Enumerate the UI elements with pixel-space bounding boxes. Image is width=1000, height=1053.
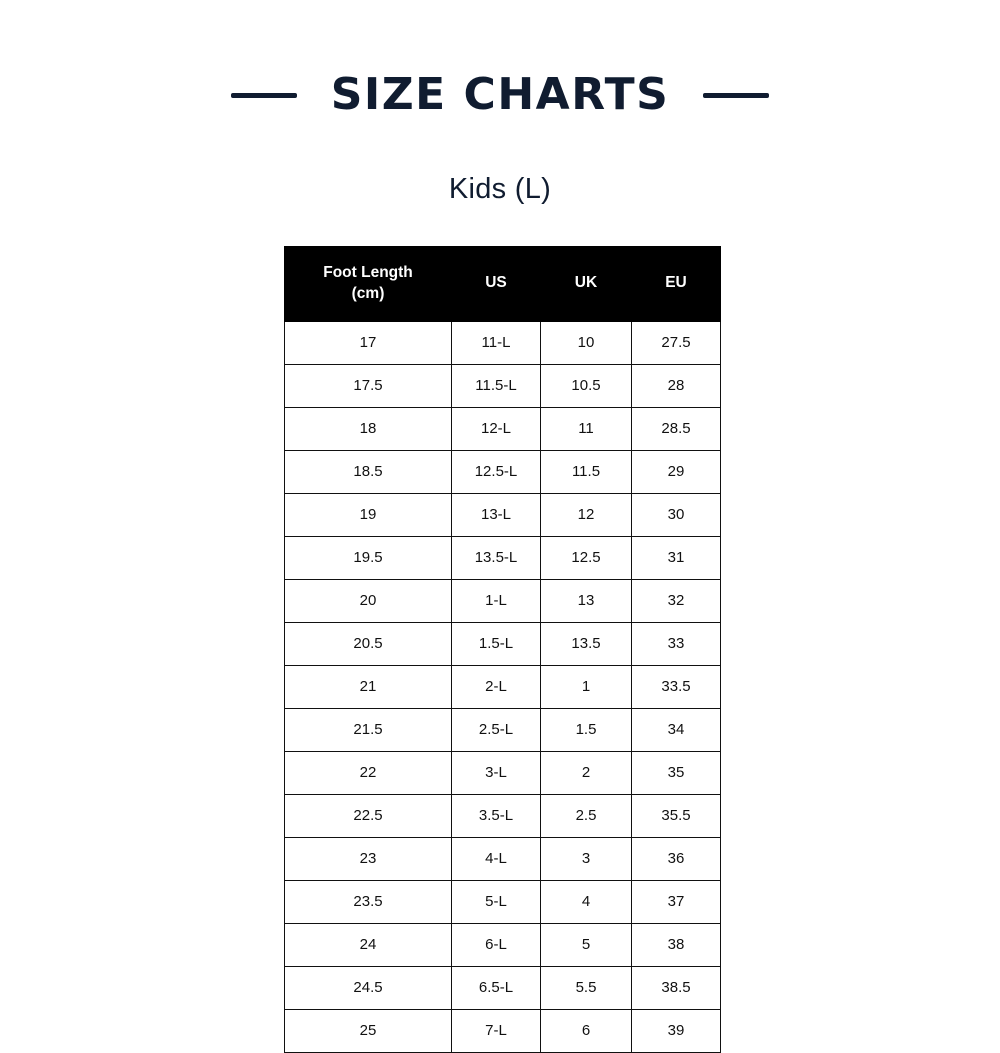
table-cell: 7-L bbox=[452, 1009, 541, 1052]
table-cell: 23 bbox=[285, 837, 452, 880]
table-cell: 1-L bbox=[452, 579, 541, 622]
table-cell: 31 bbox=[632, 536, 721, 579]
table-cell: 19 bbox=[285, 493, 452, 536]
table-cell: 32 bbox=[632, 579, 721, 622]
table-cell: 2 bbox=[541, 751, 632, 794]
table-cell: 18.5 bbox=[285, 450, 452, 493]
table-cell: 20.5 bbox=[285, 622, 452, 665]
column-header-foot-length-line2: (cm) bbox=[351, 284, 385, 302]
table-row bbox=[285, 407, 721, 450]
table-cell: 12.5-L bbox=[452, 450, 541, 493]
table-cell: 22 bbox=[285, 751, 452, 794]
table-row bbox=[285, 751, 721, 794]
table-cell: 24.5 bbox=[285, 966, 452, 1009]
table-cell: 23.5 bbox=[285, 880, 452, 923]
table-cell: 28.5 bbox=[632, 407, 721, 450]
table-cell: 1.5-L bbox=[452, 622, 541, 665]
table-cell: 11-L bbox=[452, 321, 541, 364]
table-row bbox=[285, 837, 721, 880]
table-cell: 6-L bbox=[452, 923, 541, 966]
table-cell: 33.5 bbox=[632, 665, 721, 708]
table-cell: 13.5-L bbox=[452, 536, 541, 579]
table-cell: 22.5 bbox=[285, 794, 452, 837]
table-cell: 36 bbox=[632, 837, 721, 880]
size-table-wrapper bbox=[284, 246, 716, 1053]
table-cell: 28 bbox=[632, 364, 721, 407]
table-cell: 2.5 bbox=[541, 794, 632, 837]
table-cell: 3-L bbox=[452, 751, 541, 794]
column-header-us: US bbox=[452, 246, 541, 321]
table-cell: 11.5-L bbox=[452, 364, 541, 407]
table-cell: 38 bbox=[632, 923, 721, 966]
table-row bbox=[285, 321, 721, 364]
table-cell: 12-L bbox=[452, 407, 541, 450]
size-table-head bbox=[285, 246, 721, 321]
table-cell: 27.5 bbox=[632, 321, 721, 364]
table-cell: 3.5-L bbox=[452, 794, 541, 837]
table-cell: 13 bbox=[541, 579, 632, 622]
page-subtitle: Kids (L) bbox=[448, 172, 552, 205]
table-cell: 30 bbox=[632, 493, 721, 536]
table-cell: 11.5 bbox=[541, 450, 632, 493]
table-cell: 21.5 bbox=[285, 708, 452, 751]
table-row bbox=[285, 880, 721, 923]
table-cell: 13-L bbox=[452, 493, 541, 536]
table-cell: 1 bbox=[541, 665, 632, 708]
size-table-body bbox=[285, 321, 721, 1052]
table-cell: 5.5 bbox=[541, 966, 632, 1009]
table-cell: 11 bbox=[541, 407, 632, 450]
table-cell: 35.5 bbox=[632, 794, 721, 837]
table-cell: 13.5 bbox=[541, 622, 632, 665]
table-cell: 17 bbox=[285, 321, 452, 364]
table-cell: 29 bbox=[632, 450, 721, 493]
table-cell: 4-L bbox=[452, 837, 541, 880]
title-rule-right bbox=[703, 93, 769, 98]
table-cell: 10 bbox=[541, 321, 632, 364]
table-cell: 39 bbox=[632, 1009, 721, 1052]
column-header-foot-length-line1: Foot Length bbox=[323, 264, 413, 282]
column-header-eu: EU bbox=[632, 246, 721, 321]
table-cell: 25 bbox=[285, 1009, 452, 1052]
table-row bbox=[285, 364, 721, 407]
table-header-row bbox=[285, 246, 721, 321]
table-cell: 5-L bbox=[452, 880, 541, 923]
table-row bbox=[285, 579, 721, 622]
table-cell: 17.5 bbox=[285, 364, 452, 407]
table-cell: 2-L bbox=[452, 665, 541, 708]
table-row bbox=[285, 665, 721, 708]
table-cell: 33 bbox=[632, 622, 721, 665]
table-cell: 6 bbox=[541, 1009, 632, 1052]
column-header-uk: UK bbox=[541, 246, 632, 321]
table-row bbox=[285, 708, 721, 751]
title-row bbox=[0, 44, 1000, 147]
table-cell: 12 bbox=[541, 493, 632, 536]
page-title: SIZE CHARTS bbox=[330, 69, 670, 121]
table-cell: 19.5 bbox=[285, 536, 452, 579]
table-cell: 21 bbox=[285, 665, 452, 708]
table-row bbox=[285, 1009, 721, 1052]
table-cell: 34 bbox=[632, 708, 721, 751]
table-row bbox=[285, 622, 721, 665]
table-cell: 37 bbox=[632, 880, 721, 923]
table-row bbox=[285, 923, 721, 966]
table-cell: 24 bbox=[285, 923, 452, 966]
table-cell: 3 bbox=[541, 837, 632, 880]
size-table bbox=[284, 246, 721, 1053]
table-cell: 5 bbox=[541, 923, 632, 966]
table-cell: 20 bbox=[285, 579, 452, 622]
table-cell: 18 bbox=[285, 407, 452, 450]
table-cell: 35 bbox=[632, 751, 721, 794]
table-cell: 38.5 bbox=[632, 966, 721, 1009]
title-rule-left bbox=[231, 93, 297, 98]
table-row bbox=[285, 450, 721, 493]
table-row bbox=[285, 794, 721, 837]
table-cell: 2.5-L bbox=[452, 708, 541, 751]
table-cell: 10.5 bbox=[541, 364, 632, 407]
table-cell: 6.5-L bbox=[452, 966, 541, 1009]
table-cell: 1.5 bbox=[541, 708, 632, 751]
table-cell: 4 bbox=[541, 880, 632, 923]
column-header-foot-length bbox=[285, 246, 452, 321]
table-row bbox=[285, 536, 721, 579]
table-row bbox=[285, 966, 721, 1009]
table-row bbox=[285, 493, 721, 536]
table-cell: 12.5 bbox=[541, 536, 632, 579]
